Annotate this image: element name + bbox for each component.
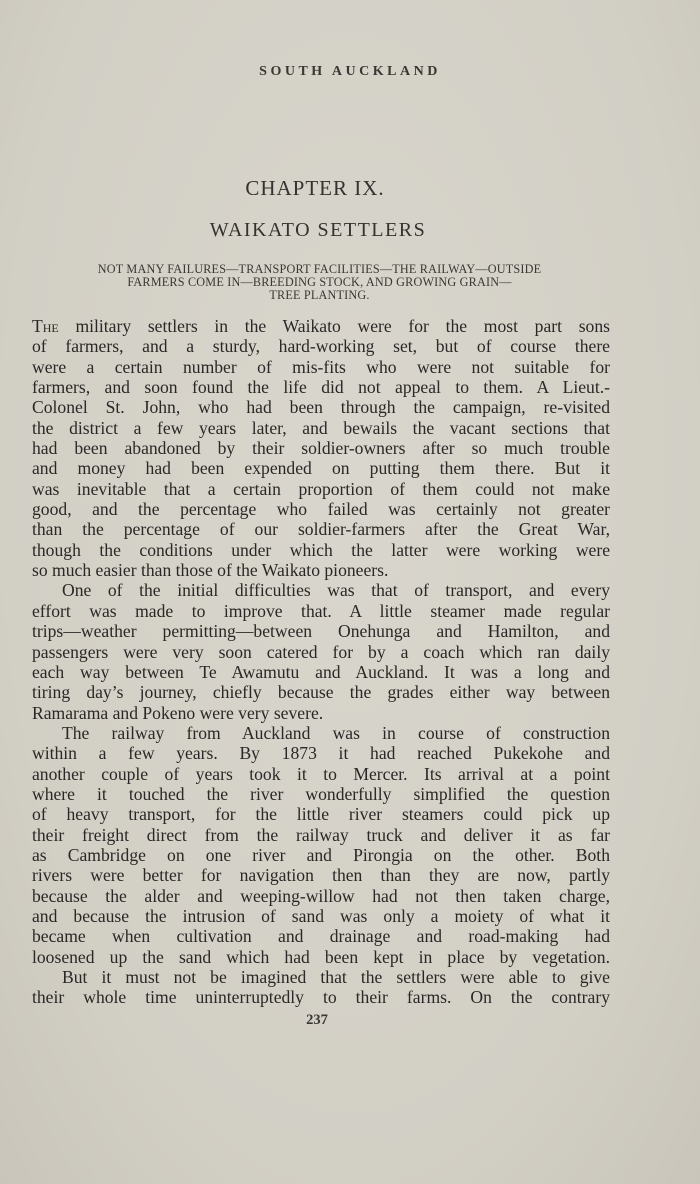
text-line: as Cambridge on one river and Pirongia on the other. Both [32,844,610,865]
body-text [32,316,610,1008]
synopsis-line: NOT MANY FAILURES—TRANSPORT FACILITIES—THE RAILWAY—OUTSIDE [97,262,542,276]
text-line-content: military settlers in the Waikato were for the most part sons [58,316,610,336]
page-number: 237 [306,1012,328,1028]
chapter-synopsis [38,263,601,302]
text-line: so much easier than those of the Waikato pioneers. [32,560,389,581]
text-line: where it touched the river wonderfully simplified the question [32,783,610,804]
chapter-title: WAIKATO SETTLERS [209,219,427,241]
text-line: The railway from Auckland was in course of construction [62,722,610,743]
text-line: Ramarama and Pokeno were very severe. [32,702,324,723]
text-line: because the alder and weeping-willow had not then taken charge, [32,885,610,906]
text-line: became when cultivation and drainage and road-making had [32,926,610,947]
text-line: tiring day’s journey, chiefly because the grades either way between [32,682,610,703]
text-line: though the conditions under which the latter were working were [32,539,610,560]
text-line: passengers were very soon catered for by a coach which ran daily [32,641,610,662]
text-line: their freight direct from the railway truck and deliver it as far [32,824,610,845]
text-line: and money had been expended on putting them there. But it [32,458,610,479]
text-line: farmers, and soon found the life did not appeal to them. A Lieut.- [32,377,610,398]
text-line: than the percentage of our soldier-farmers after the Great War, [32,519,610,540]
text-line: good, and the percentage who failed was certainly not greater [32,499,610,520]
text-line: trips—weather permitting—between Onehunga and Hamilton, and [32,621,610,642]
text-line: of heavy transport, for the little river steamers could pick up [32,804,610,825]
text-line: effort was made to improve that. A little steamer made regular [32,600,610,621]
text-line: and because the intrusion of sand was only a moiety of what it [32,905,610,926]
text-line: within a few years. By 1873 it had reached Pukekohe and [32,743,610,764]
text-line: another couple of years took it to Mercer. Its arrival at a point [32,763,610,784]
text-line [32,316,610,336]
text-line: Colonel St. John, who had been through the campaign, re-visited [32,397,610,418]
text-line: of farmers, and a sturdy, hard-working set, but of course there [32,336,610,357]
text-line: had been abandoned by their soldier-owners after so much trouble [32,438,610,459]
text-line: loosened up the sand which had been kept in place by vegetation. [32,946,610,967]
running-head: SOUTH AUCKLAND [259,64,441,79]
text-line: each way between Te Awamutu and Auckland. It was a long and [32,661,610,682]
text-line: rivers were better for navigation then than they are now, partly [32,865,610,886]
text-line: the district a few years later, and bewails the vacant sections that [32,417,610,438]
opening-word: The [32,316,59,336]
text-line: One of the initial difficulties was that of transport, and every [62,580,610,601]
synopsis-line: TREE PLANTING. [269,288,370,302]
text-line: their whole time uninterruptedly to their farms. On the contrary [32,987,610,1008]
text-line: were a certain number of mis-fits who were not suitable for [32,356,610,377]
text-line: was inevitable that a certain proportion of them could not make [32,478,610,499]
text-line: But it must not be imagined that the settlers were able to give [62,967,610,987]
synopsis-line: FARMERS COME IN—BREEDING STOCK, AND GROWING GRAIN— [127,275,512,289]
chapter-heading: CHAPTER IX. [245,176,385,200]
